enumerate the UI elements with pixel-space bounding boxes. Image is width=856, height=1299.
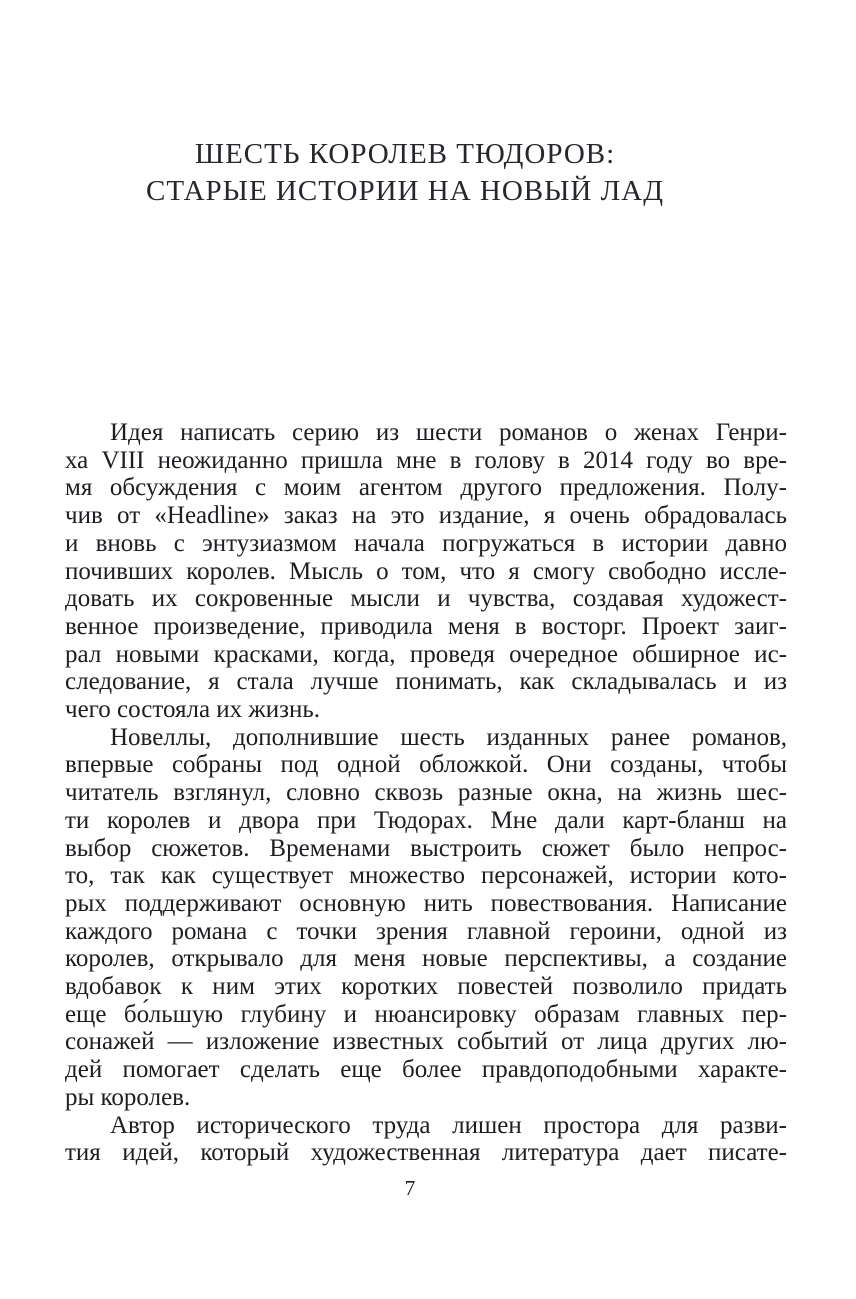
text-line: сонажей — изложение известных событий от лица других лю- bbox=[65, 1028, 787, 1056]
text-line: еще бо́льшую глубину и нюансировку образам главных пер- bbox=[65, 1000, 787, 1028]
paragraph bbox=[65, 1112, 787, 1167]
chapter-title-line-2: СТАРЫЕ ИСТОРИИ НА НОВЫЙ ЛАД bbox=[145, 175, 664, 207]
text-line: выбор сюжетов. Временами выстроить сюжет было непрос- bbox=[65, 834, 787, 862]
text-line: впервые собраны под одной обложкой. Они созданы, чтобы bbox=[65, 751, 787, 779]
text-line: то, так как существует множество персонажей, истории кото- bbox=[65, 862, 787, 890]
text-line: королев, открывало для меня новые перспективы, а создание bbox=[65, 945, 787, 973]
text-line: рал новыми красками, когда, проведя очередное обширное ис- bbox=[65, 640, 787, 668]
text-line: Новеллы, дополнившие шесть изданных ранее романов, bbox=[110, 723, 787, 751]
text-line: читатель взглянул, словно сквозь разные окна, на жизнь шес- bbox=[65, 779, 787, 807]
text-line: Автор исторического труда лишен простора для разви- bbox=[110, 1111, 787, 1139]
paragraph bbox=[65, 419, 787, 724]
text-line: ти королев и двора при Тюдорах. Мне дали карт-бланш на bbox=[65, 806, 787, 834]
text-line: каждого романа с точки зрения главной героини, одной из bbox=[65, 917, 787, 945]
chapter-title bbox=[0, 136, 810, 210]
text-line: рых поддерживают основную нить повествования. Написание bbox=[65, 889, 787, 917]
text-line: следование, я стала лучше понимать, как складывалась и из bbox=[65, 668, 787, 696]
text-line: и вновь с энтузиазмом начала погружаться в истории давно bbox=[65, 529, 787, 557]
chapter-title-line-1: ШЕСТЬ КОРОЛЕВ ТЮДОРОВ: bbox=[194, 138, 616, 170]
text-line: чего состояла их жизнь. bbox=[65, 696, 320, 724]
text-line: ха VIII неожиданно пришла мне в голову в 2014 году во вре- bbox=[65, 446, 787, 474]
text-line: почивших королев. Мысль о том, что я смогу свободно иссле- bbox=[65, 557, 787, 585]
page-number: 7 bbox=[404, 1176, 416, 1200]
body-text bbox=[65, 419, 787, 1167]
text-line: тия идей, который художественная литература дает писате- bbox=[65, 1139, 787, 1167]
text-line: дей помогает сделать еще более правдоподобными характе- bbox=[65, 1056, 787, 1084]
text-line: вдобавок к ним этих коротких повестей позволило придать bbox=[65, 973, 787, 1001]
text-line: ры королев. bbox=[65, 1083, 191, 1111]
text-line: чив от «Headline» заказ на это издание, я очень обрадовалась bbox=[65, 502, 787, 530]
text-line: довать их сокровенные мысли и чувства, создавая художест- bbox=[65, 585, 787, 613]
text-line: венное произведение, приводила меня в восторг. Проект заиг- bbox=[65, 612, 787, 640]
text-line: Идея написать серию из шести романов о женах Генри- bbox=[110, 419, 787, 446]
text-line: мя обсуждения с моим агентом другого предложения. Полу- bbox=[65, 474, 787, 502]
paragraph bbox=[65, 724, 787, 1112]
